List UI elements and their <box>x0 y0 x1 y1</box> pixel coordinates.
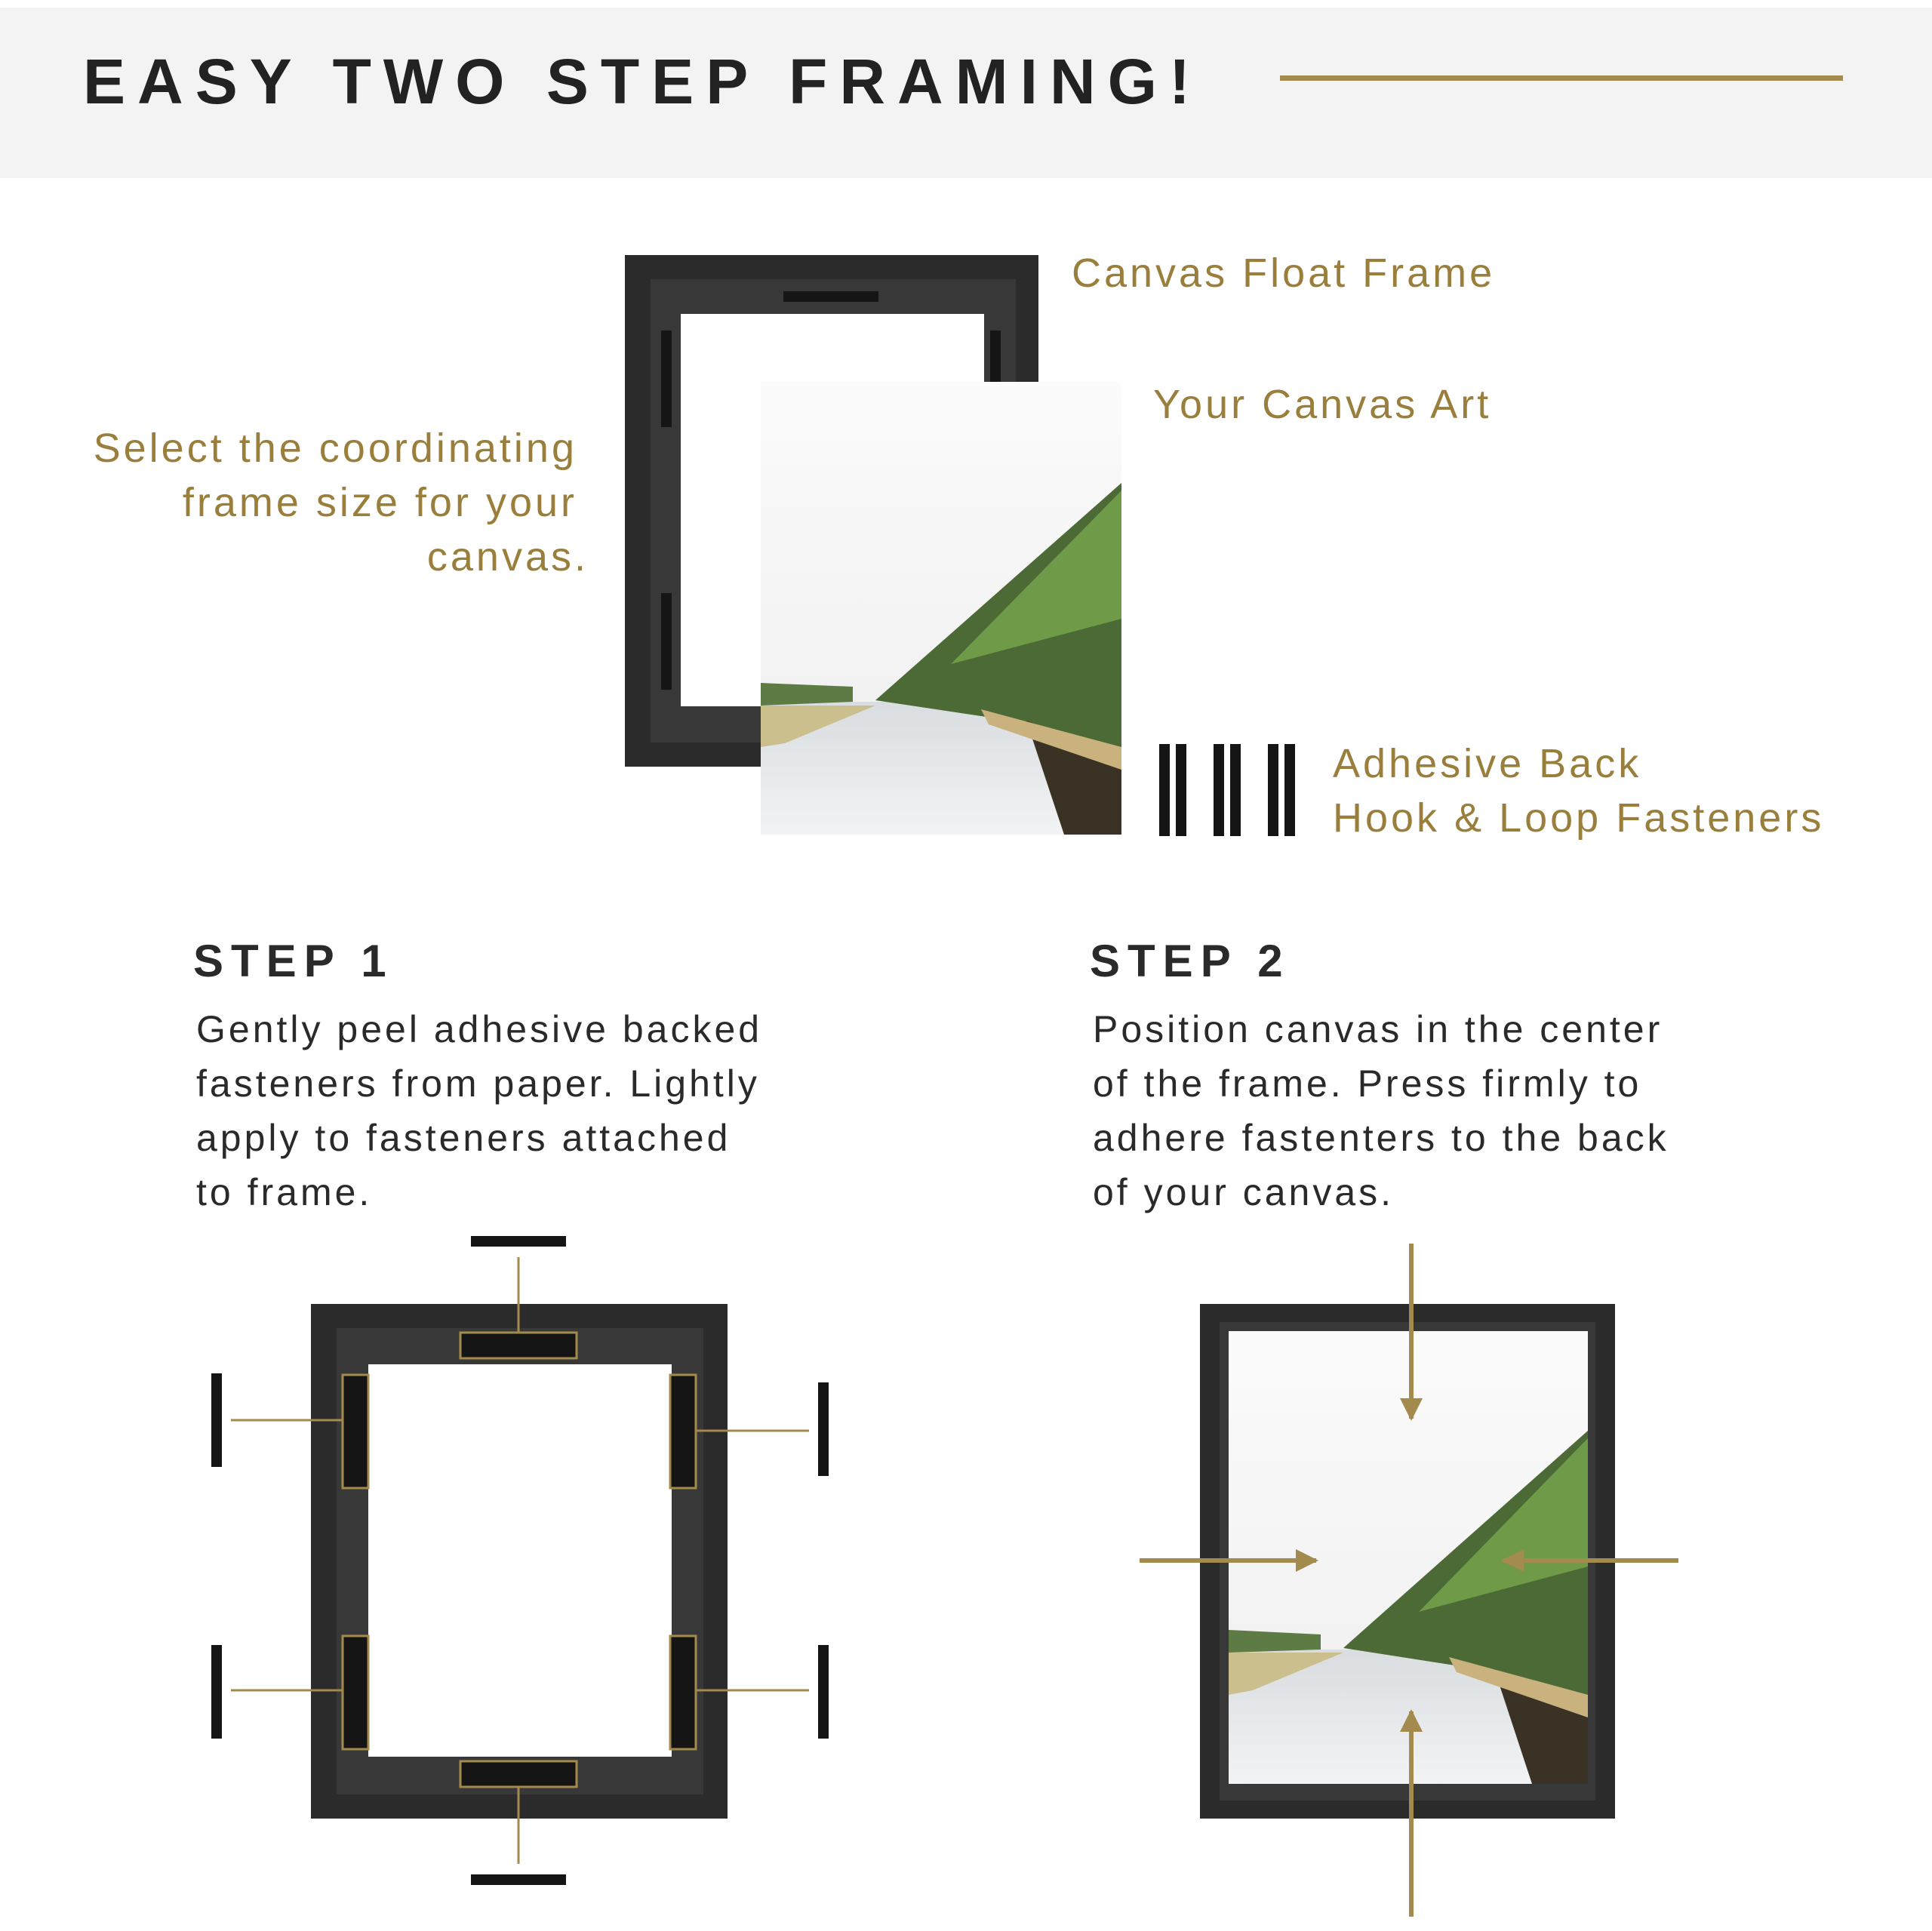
step-2-title: STEP 2 <box>1090 936 1291 986</box>
step-2-canvas-art <box>1229 1331 1588 1784</box>
select-frame-line-2: frame size for your <box>182 480 577 525</box>
step-2-line-2: of the frame. Press firmly to <box>1093 1062 1642 1105</box>
step-1-line-1: Gently peel adhesive backed <box>196 1008 763 1050</box>
intro-fastener-strips <box>1159 744 1295 836</box>
canvas-float-frame-label: Canvas Float Frame <box>1072 251 1496 296</box>
step-2-line-3: adhere fastenters to the back <box>1093 1117 1669 1159</box>
step-1-title: STEP 1 <box>193 936 394 986</box>
step-1-frame <box>311 1304 728 1819</box>
canvas-art-label: Your Canvas Art <box>1153 382 1492 427</box>
page-title: EASY TWO STEP FRAMING! <box>83 46 1202 117</box>
step-1-line-2: fasteners from paper. Lightly <box>196 1062 760 1105</box>
step-2-line-1: Position canvas in the center <box>1093 1008 1663 1050</box>
fastener-label-line-2: Hook & Loop Fasteners <box>1333 795 1825 841</box>
step-1-line-4: to frame. <box>196 1171 373 1213</box>
select-frame-line-1: Select the coordinating <box>93 426 577 471</box>
intro-canvas-art <box>761 382 1121 835</box>
step-2-line-4: of your canvas. <box>1093 1171 1395 1213</box>
fastener-label-line-1: Adhesive Back <box>1333 741 1642 786</box>
step-1-line-3: apply to fasteners attached <box>196 1117 731 1159</box>
select-frame-line-3: canvas. <box>426 534 589 580</box>
